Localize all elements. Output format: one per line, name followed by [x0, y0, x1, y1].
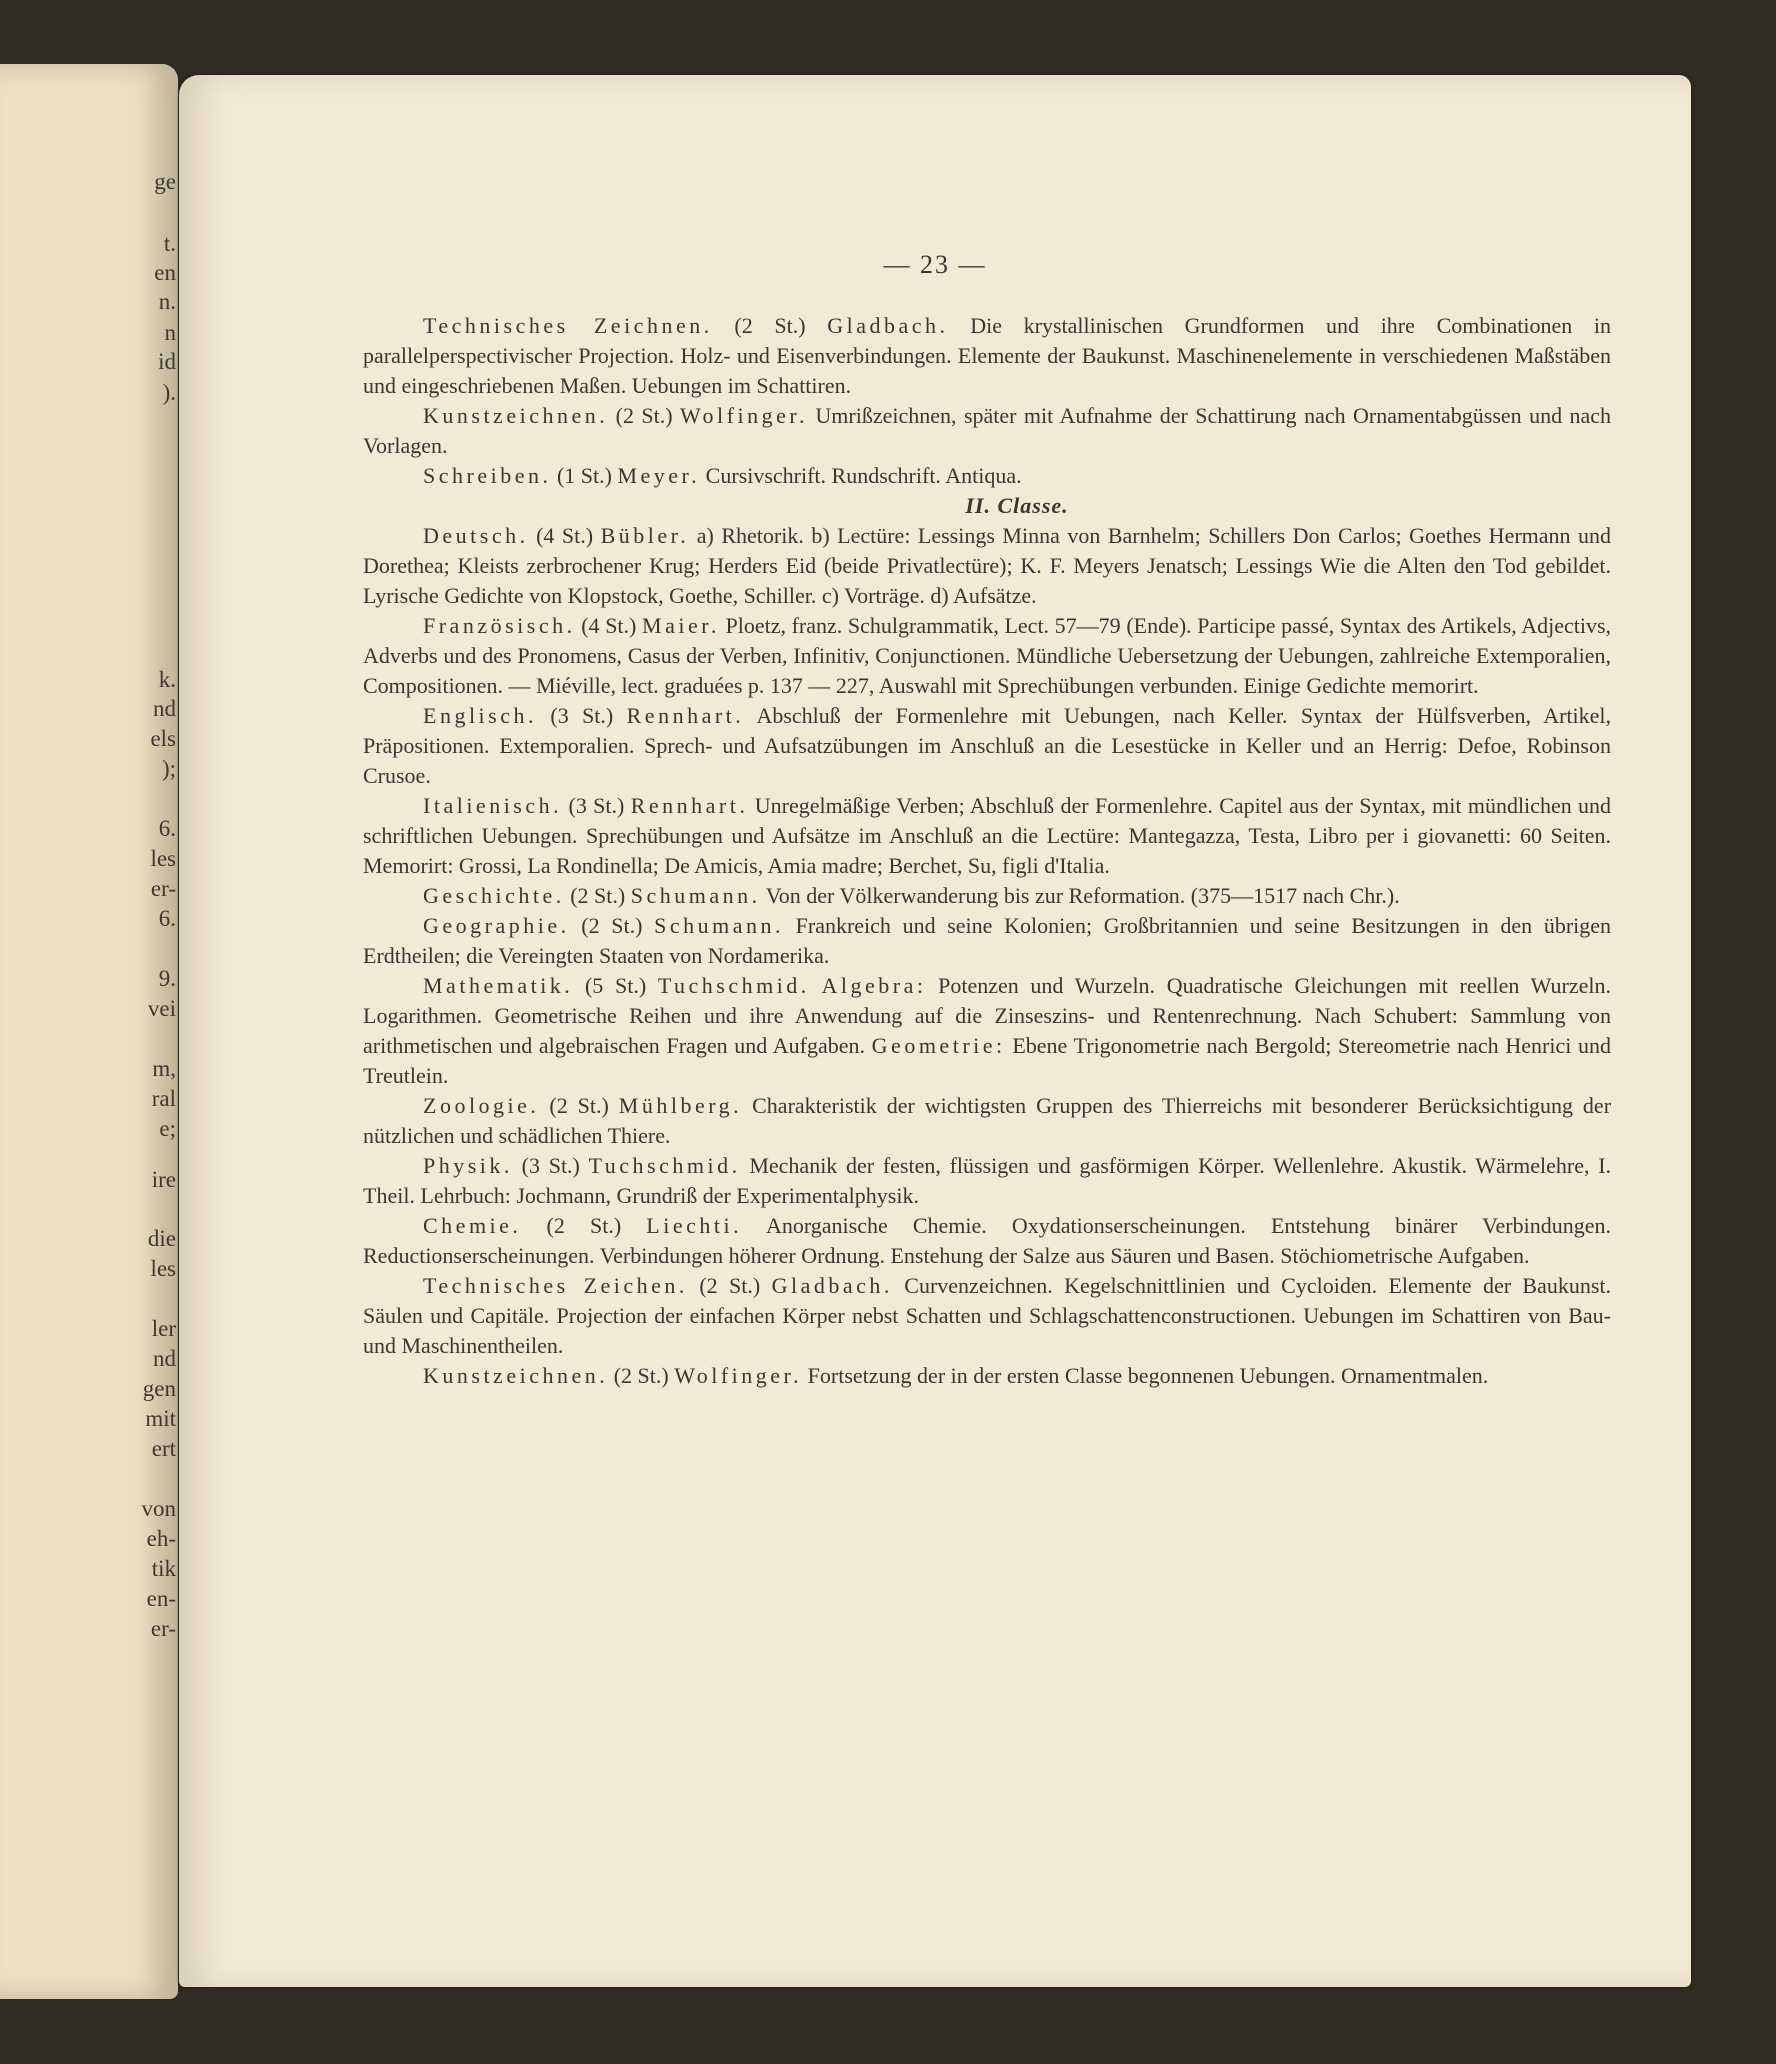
paragraph-englisch	[363, 701, 1611, 791]
hours: (3 St.)	[568, 793, 625, 818]
left-page-fragment: er-	[150, 1616, 176, 1641]
hours: (2 St.)	[549, 1093, 609, 1118]
body: Curvenzeichnen. Kegelschnittlinien und Cycloiden. Elemente der Baukunst. Säulen und Capitäle. Projection der einfachen Körper nebst Schatten und Schlagschattenconstructionen. Uebungen im Schattiren von Bau- und Maschinentheilen.	[363, 1273, 1612, 1358]
subject: Französisch.	[423, 613, 576, 638]
paragraph-franzoesisch	[363, 611, 1611, 701]
teacher: Rennhart.	[626, 703, 745, 728]
hours: (5 St.)	[584, 973, 647, 998]
teacher: Wolfinger.	[680, 403, 808, 428]
body: Frankreich und seine Kolonien; Großbritannien und seine Besitzungen in den übrigen Erdtheilen; die Vereingten Staaten von Nordamerika.	[363, 913, 1612, 968]
teacher: Bübler.	[600, 523, 690, 548]
left-page-fragment: );	[161, 756, 176, 781]
left-page-fragment: vei	[147, 996, 176, 1021]
hours: (2 St.)	[570, 883, 626, 908]
body: Abschluß der Formenlehre mit Uebungen, nach Keller. Syntax der Hülfsverben, Artikel, Präpositionen. Extemporalien. Sprech- und Aufsatzübungen im Anschluß an die Lesestücke in Keller und an Herrig: Defoe, Robinson Crusoe.	[363, 703, 1612, 788]
left-page-fragment: 9.	[158, 966, 176, 991]
teacher: Rennhart.	[630, 793, 749, 818]
subject: Technisches Zeichen.	[423, 1273, 688, 1298]
paragraph-technisches-zeichnen-1	[363, 311, 1611, 401]
left-page-fragment: die	[147, 1226, 176, 1251]
body: Cursivschrift. Rundschrift. Antiqua.	[705, 463, 1022, 488]
hours: (2 St.)	[734, 313, 806, 338]
left-page-fragment: id	[158, 349, 176, 374]
hours: (2 St.)	[615, 403, 673, 428]
left-page-fragment: els	[150, 726, 176, 751]
left-page-fragment: ert	[151, 1436, 176, 1461]
geometrie-body: Ebene Trigonometrie nach Bergold; Stereometrie nach Henrici und Treutlein.	[363, 1033, 1611, 1088]
left-page-fragment: von	[141, 1496, 176, 1521]
subject: Geographie.	[423, 913, 570, 938]
hours: (3 St.)	[550, 703, 614, 728]
left-page-fragment: n	[164, 320, 176, 345]
left-page-fragment: 6.	[158, 906, 176, 931]
teacher: Tuchschmid.	[588, 1153, 741, 1178]
left-page-fragment: tik	[151, 1556, 176, 1581]
teacher: Wolfinger.	[674, 1363, 803, 1388]
left-page-fragment: mit	[145, 1406, 176, 1431]
hours: (2 St.)	[613, 1363, 669, 1388]
left-page-fragment: gen	[142, 1376, 176, 1401]
subject: Schreiben.	[423, 463, 552, 488]
subject: Zoologie.	[423, 1093, 540, 1118]
left-page-fragment: er-	[150, 876, 176, 901]
subject: Chemie.	[423, 1213, 522, 1238]
left-page-fragment: n.	[158, 289, 176, 314]
left-page-edge	[0, 64, 178, 1999]
paragraph-technisches-zeichen-2	[363, 1271, 1611, 1361]
subject: Italienisch.	[423, 793, 563, 818]
hours: (1 St.)	[556, 463, 612, 488]
left-page-fragment: ge	[154, 169, 176, 194]
paragraph-mathematik	[363, 971, 1611, 1091]
left-page-fragment: les	[150, 1256, 176, 1281]
teacher: Gladbach.	[827, 313, 949, 338]
left-page-fragment: 6.	[158, 816, 176, 841]
left-page-fragment: nd	[153, 1346, 176, 1371]
geometrie-label: Geometrie:	[871, 1033, 1006, 1058]
paragraph-chemie	[363, 1211, 1611, 1271]
hours: (4 St.)	[536, 523, 594, 548]
body: Umrißzeichnen, später mit Aufnahme der Schattirung nach Ornamentabgüssen und nach Vorlagen.	[363, 403, 1612, 458]
left-page-fragment: k.	[158, 667, 176, 692]
left-page-fragment: ire	[151, 1167, 176, 1192]
left-page-fragment: m,	[152, 1056, 176, 1081]
paragraph-zoologie	[363, 1091, 1611, 1151]
hours: (4 St.)	[581, 613, 637, 638]
document-page	[179, 75, 1691, 1987]
body: Mechanik der festen, flüssigen und gasförmigen Körper. Wellenlehre. Akustik. Wärmelehre, I. Theil. Lehrbuch: Jochmann, Grundriß der Experimentalphysik.	[363, 1153, 1612, 1208]
page-text	[363, 311, 1611, 1391]
subject: Physik.	[423, 1153, 513, 1178]
left-page-fragment: e;	[159, 1116, 176, 1141]
teacher: Liechti.	[646, 1213, 743, 1238]
left-page-fragment: nd	[153, 696, 176, 721]
teacher: Mühlberg.	[618, 1093, 743, 1118]
body: Charakteristik der wichtigsten Gruppen des Thierreichs mit besonderer Berücksichtigung der nützlichen und schädlichen Thiere.	[363, 1093, 1612, 1148]
body: Ploetz, franz. Schulgrammatik, Lect. 57—79 (Ende). Participe passé, Syntax des Artikels, Adjectivs, Adverbs und des Pronomens, Casus der Verben, Infinitiv, Conjunctionen. Mündliche Uebersetzung der Uebungen, zahlreiche Extemporalien, Compositionen. — Miéville, lect. graduées p. 137 — 227, Auswahl mit Sprechübungen verbunden. Einige Gedichte memorirt.	[363, 613, 1612, 698]
paragraph-italienisch	[363, 791, 1611, 881]
left-page-fragment: en-	[146, 1586, 176, 1611]
algebra-label: Algebra:	[821, 973, 927, 998]
page-number: — 23 —	[883, 250, 987, 279]
body: Fortsetzung der in der ersten Classe begonnenen Uebungen. Ornamentmalen.	[807, 1363, 1489, 1388]
subject: Deutsch.	[423, 523, 529, 548]
teacher: Meyer.	[617, 463, 701, 488]
hours: (2 St.)	[581, 913, 643, 938]
left-page-fragment: ler	[151, 1316, 176, 1341]
paragraph-kunstzeichnen-1	[363, 401, 1611, 461]
hours: (2 St.)	[699, 1273, 761, 1298]
body: Anorganische Chemie. Oxydationserscheinungen. Entstehung binärer Verbindungen. Reductionserscheinungen. Verbindungen höherer Ordnung. Enstehung der Salze aus Säuren und Basen. Stöchiometrische Aufgaben.	[363, 1213, 1612, 1268]
paragraph-schreiben	[363, 461, 1611, 491]
paragraph-deutsch	[363, 521, 1611, 611]
teacher: Gladbach.	[771, 1273, 893, 1298]
hours: (3 St.)	[521, 1153, 580, 1178]
paragraph-physik	[363, 1151, 1611, 1211]
subject: Kunstzeichnen.	[423, 1363, 609, 1388]
left-page-fragment: ).	[162, 380, 176, 405]
left-page-fragment: en	[154, 260, 176, 285]
teacher: Schumann.	[630, 883, 761, 908]
body: Unregelmäßige Verben; Abschluß der Formenlehre. Capitel aus der Syntax, mit mündlichen und schriftlichen Uebungen. Sprechübungen und Aufsätze im Anschluß an die Lectüre: Mantegazza, Testa, Libro per i giovanetti: 60 Seiten. Memorirt: Grossi, La Rondinella; De Amicis, Amia madre; Berchet, Su, figli d'Italia.	[363, 793, 1612, 878]
body: Von der Völkerwanderung bis zur Reformation. (375—1517 nach Chr.).	[765, 883, 1400, 908]
body: a) Rhetorik. b) Lectüre: Lessings Minna von Barnhelm; Schillers Don Carlos; Goethes Hermann und Dorethea; Kleists zerbrochener Krug; Herders Eid (beide Privatlectüre); K. F. Meyers Jenatsch; Lessings Wie die Alten den Tod gebildet. Lyrische Gedichte von Klopstock, Goethe, Schiller. c) Vorträge. d) Aufsätze.	[363, 523, 1612, 608]
section-heading: II. Classe.	[965, 493, 1069, 518]
algebra-body: Potenzen und Wurzeln. Quadratische Gleichungen mit reellen Wurzeln. Logarithmen. Geometrische Reihen und ihre Anwendung auf die Zinseszins- und Rentenrechnung. Nach Schubert: Sammlung von arithmetischen und algebraischen Fragen und Aufgaben.	[363, 973, 1612, 1058]
teacher: Maier.	[642, 613, 720, 638]
subject: Mathematik.	[423, 973, 574, 998]
paragraph-geschichte	[363, 881, 1611, 911]
subject: Englisch.	[423, 703, 537, 728]
teacher: Tuchschmid.	[657, 973, 810, 998]
subject: Technisches Zeichnen.	[423, 313, 713, 338]
left-page-fragment: les	[150, 846, 176, 871]
teacher: Schumann.	[654, 913, 784, 938]
subject: Kunstzeichnen.	[423, 403, 609, 428]
hours: (2 St.)	[546, 1213, 622, 1238]
subject: Geschichte.	[423, 883, 565, 908]
paragraph-geographie	[363, 911, 1611, 971]
left-page-fragment: t.	[163, 231, 176, 256]
body: Die krystallinischen Grundformen und ihre Combinationen in parallelperspectivischer Projection. Holz- und Eisenverbindungen. Elemente der Baukunst. Maschinenelemente in verschiedenen Maßstäben und eingeschriebenen Maßen. Uebungen im Schattiren.	[363, 313, 1612, 398]
left-page-fragment: eh-	[146, 1526, 176, 1551]
paragraph-kunstzeichnen-2	[363, 1361, 1611, 1391]
left-page-fragment: ral	[151, 1086, 176, 1111]
